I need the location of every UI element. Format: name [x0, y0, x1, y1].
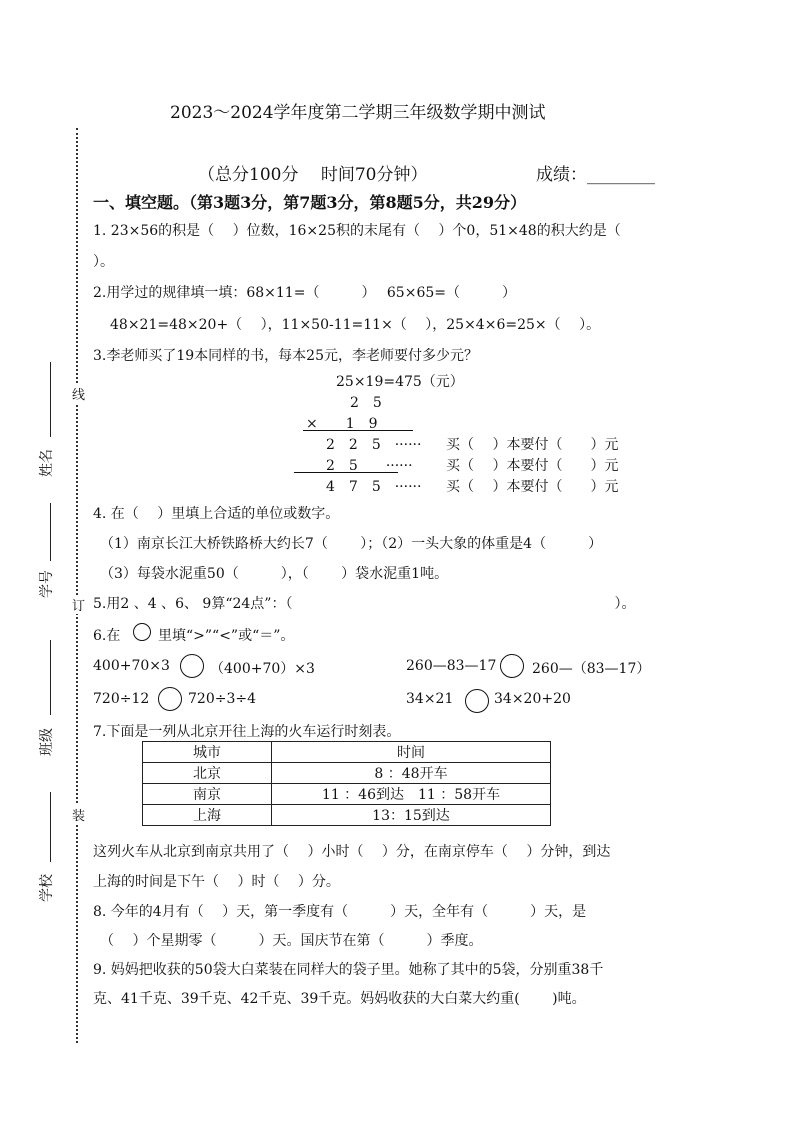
- q3-calc-rule2: [294, 472, 398, 473]
- comparison-circle-b[interactable]: [500, 654, 524, 678]
- q3-calc-row5: 4 7 5 ······: [326, 479, 422, 495]
- q4-line3: （3）每袋水泥重50（ ），（ ）袋水泥重1吨。: [100, 566, 449, 582]
- q6-b-right: 260—（83—17）: [532, 661, 651, 677]
- comparison-circle-c[interactable]: [158, 687, 182, 711]
- q8-line1: 8. 今年的4月有（ ）天，第一季度有（ ）天，全年有（ ）天，是: [93, 904, 587, 920]
- q3-fill-1: 买（ ）本要付（ ）元: [446, 437, 619, 453]
- table-cell-city: 上海: [143, 805, 272, 826]
- q3-equation: 25×19=475（元）: [336, 374, 464, 390]
- school-label: 学校: [39, 874, 55, 902]
- comparison-circle-d[interactable]: [465, 689, 489, 713]
- table-row: [143, 805, 551, 826]
- table-row: [143, 784, 551, 805]
- table-cell-city: 南京: [143, 784, 272, 805]
- binding-char-ding: 订: [72, 595, 85, 614]
- table-cell-city: 北京: [143, 763, 272, 784]
- table-row: [143, 763, 551, 784]
- exam-info: （总分100分 时间70分钟）: [198, 165, 428, 185]
- q6-b-left: 260—83—17: [406, 658, 497, 674]
- q5-line: 5.用2 、4 、6、 9算“24点”：（ ）。: [93, 596, 636, 612]
- page-title: 2023～2024学年度第二学期三年级数学期中测试: [170, 103, 546, 123]
- q9-line2: 克、41千克、39千克、42千克、39千克。妈妈收获的大白菜大约重( )吨。: [93, 991, 586, 1007]
- name-field-line[interactable]: [50, 362, 51, 437]
- section1-heading: 一、填空题。（第3题3分，第7题3分，第8题5分，共29分）: [93, 193, 527, 212]
- student-id-label: 学号: [39, 570, 55, 598]
- q2-line2: 48×21=48×20+（ ），11×50-11=11×（ ），25×4×6=25×（ ）。: [110, 317, 601, 333]
- table-header-time: 时间: [272, 742, 551, 763]
- q6-instruction: 里填“>”“<”或“＝”。: [158, 628, 295, 644]
- class-field-line[interactable]: [50, 640, 51, 715]
- binding-dotted-line: [76, 128, 78, 1043]
- q3-calc-row3: 2 2 5 ······: [326, 437, 422, 453]
- q3-calc-rule1: [303, 430, 413, 431]
- q1-line2: ）。: [93, 254, 114, 270]
- q2-line1: 2.用学过的规律填一填：68×11=（ ） 65×65=（ ）: [93, 285, 516, 301]
- q6-d-left: 34×21: [406, 691, 454, 707]
- binding-char-zhuang: 装: [72, 805, 85, 824]
- score-field[interactable]: 成绩：________: [536, 165, 655, 185]
- class-label: 班级: [39, 728, 55, 756]
- q6-c-right: 720÷3÷4: [188, 691, 256, 707]
- q4-line1: 4. 在（ ）里填上合适的单位或数字。: [93, 506, 340, 522]
- q6-c-left: 720÷12: [93, 691, 150, 707]
- q7-line3: 上海的时间是下午（ ）时（ ）分。: [93, 874, 340, 890]
- q7-line1: 7.下面是一列从北京开往上海的火车运行时刻表。: [93, 724, 401, 740]
- q3-calc-row1: 2 5: [350, 395, 382, 411]
- binding-char-xian: 线: [72, 384, 85, 403]
- q6-a-left: 400+70×3: [93, 658, 170, 674]
- q7-line2: 这列火车从北京到南京共用了（ ）小时（ ）分，在南京停车（ ）分钟，到达: [93, 844, 611, 860]
- table-cell-time: 11 ：46到达 11 ：58开车: [272, 784, 551, 805]
- comparison-circle-example: [133, 623, 151, 641]
- q6-a-right: （400+70）×3: [210, 661, 315, 677]
- q3-question: 3.李老师买了19本同样的书，每本25元，李老师要付多少元？: [93, 348, 478, 364]
- table-header-city: 城市: [143, 742, 272, 763]
- q3-calc-row4: 2 5 ······: [326, 458, 413, 474]
- comparison-circle-a[interactable]: [180, 654, 204, 678]
- q8-line2: （ ）个星期零（ ）天。国庆节在第（ ）季度。: [100, 933, 483, 949]
- name-label: 姓名: [39, 449, 55, 477]
- school-field-line[interactable]: [50, 792, 51, 862]
- table-cell-time: 8 ：48开车: [272, 763, 551, 784]
- q3-fill-2: 买（ ）本要付（ ）元: [446, 458, 619, 474]
- q3-calc-row2: × 1 9: [306, 416, 378, 432]
- q1-line1: 1. 23×56的积是（ ）位数，16×25积的末尾有（ ）个0，51×48的积大约是（: [93, 223, 621, 239]
- train-timetable: [142, 741, 551, 826]
- q6-prefix: 6.在: [93, 628, 121, 644]
- student-id-field-line[interactable]: [50, 503, 51, 561]
- q4-line2: （1）南京长江大桥铁路桥大约长7（ ）；（2）一头大象的体重是4（ ）: [100, 536, 603, 552]
- q3-fill-3: 买（ ）本要付（ ）元: [446, 479, 619, 495]
- table-cell-time: 13：15到达: [272, 805, 551, 826]
- q9-line1: 9. 妈妈把收获的50袋大白菜装在同样大的袋子里。她称了其中的5袋，分别重38千: [93, 962, 604, 978]
- table-header-row: [143, 742, 551, 763]
- q6-d-right: 34×20+20: [494, 691, 571, 707]
